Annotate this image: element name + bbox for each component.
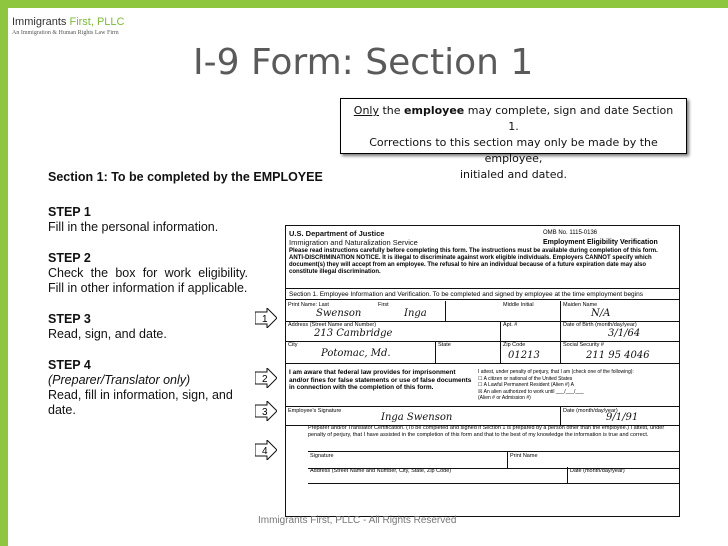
label-prep-name: Print Name <box>510 453 538 459</box>
cell-prep-date <box>568 467 679 483</box>
step-1-text: Fill in the personal information. <box>48 220 219 234</box>
arrow-4-label: 4 <box>262 446 268 457</box>
note-only: Only <box>353 104 379 117</box>
form-checks <box>478 369 676 402</box>
value-signature: Inga Swenson <box>381 412 453 423</box>
form-row-prep-address <box>308 467 679 484</box>
step-4 <box>48 358 248 418</box>
label-prep-sig: Signature <box>310 453 334 459</box>
cell-prep-address <box>308 467 568 483</box>
value-zip: 01213 <box>508 350 540 361</box>
i9-form-image <box>285 225 680 517</box>
omb-number: OMB No. 1115-0136 <box>543 230 598 236</box>
form-preparer: Preparer and/or Translator Certification. (To be completed and signed if Section 1 is prepared by a person other than the employee.) I attest, under penalty of perjury, that I have assisted in the completion of this form and that to the best of my knowledge the information is true and correct. <box>308 425 665 438</box>
step-2-label: STEP 2 <box>48 251 91 265</box>
label-maiden: Maiden Name <box>563 302 598 308</box>
label-emp-sig: Employee's Signature <box>288 408 342 414</box>
step-3-text: Read, sign, and date. <box>48 327 167 341</box>
value-maiden: N/A <box>591 308 611 319</box>
label-state: State <box>438 342 451 348</box>
footer-copyright: Immigrants First, PLLC - All Rights Reserved <box>258 515 457 526</box>
left-accent-bar <box>0 0 8 546</box>
note-the: the <box>379 104 405 117</box>
label-prep-address: Address (Street Name and Number, City, State, Zip Code) <box>310 468 452 474</box>
step-3-arrow-icon <box>255 401 277 421</box>
step-4-arrow-icon <box>255 440 277 460</box>
slide-title: I-9 Form: Section 1 <box>193 42 534 83</box>
step-1 <box>48 205 248 235</box>
cell-maiden <box>561 301 679 321</box>
check-resident-label: A Lawful Permanent Resident (Alien #) A <box>483 382 574 388</box>
check-intro: I attest, under penalty of perjury, that I am (check one of the following): <box>478 369 634 375</box>
check-citizen-label: A citizen or national of the United States <box>483 375 573 382</box>
step-1-arrow-icon <box>255 308 277 328</box>
label-first: First <box>378 302 389 308</box>
label-middle: Middle Initial <box>503 302 534 308</box>
step-4-text: Read, fill in information, sign, and date. <box>48 388 233 417</box>
form-instructions: Please read instructions carefully before completing this form. The instructions must be available during completion of this form. ANTI-DISCRIMINATION NOTICE. It is illegal to discriminate against work eligible individuals. Employers CANNOT specify which document(s) they will accept from an employee. The refusal to hire an individual because of a future expiration date may also constitute illegal discrimination. <box>289 248 658 275</box>
cell-first <box>376 301 501 321</box>
arrow-1-label: 1 <box>262 314 268 325</box>
check-alien-label: An alien authorized to work until ___/___/___ <box>483 388 584 395</box>
logo-tagline: An Immigration & Human Rights Law Firm <box>12 30 119 36</box>
label-date: Date (month/day/year) <box>563 408 618 414</box>
section-heading <box>48 170 323 184</box>
form-attestation: I am aware that federal law provides for imprisonment and/or fines for false statements or use of false documents in connection with the completion of this form. <box>289 369 472 391</box>
label-apt: Apt. # <box>503 322 518 328</box>
step-1-label: STEP 1 <box>48 205 91 219</box>
check-resident: ☐ A Lawful Permanent Resident (Alien #) A <box>478 382 574 388</box>
steps-list <box>48 205 248 434</box>
label-print-name: Print Name: Last <box>288 302 329 308</box>
cell-apt <box>501 321 561 341</box>
note-rest: may complete, sign and date Section 1. <box>464 104 674 133</box>
value-date: 9/1/91 <box>606 412 639 423</box>
step-2-text: Check the box for work eligibility. Fill in other information if applicable. <box>48 266 248 295</box>
label-city: City <box>288 342 298 348</box>
check-alien-number: (Alien # or Admission #) <box>478 395 531 401</box>
arrow-2-label: 2 <box>262 374 268 385</box>
logo-accent: First, PLLC <box>69 16 125 28</box>
value-dob: 3/1/64 <box>608 328 641 339</box>
label-dob: Date of Birth (month/day/year) <box>563 322 637 328</box>
check-alien: ☒ An alien authorized to work until ___/___/___ <box>478 388 584 395</box>
value-last: Swenson <box>316 308 362 319</box>
value-address: 213 Cambridge <box>314 328 393 339</box>
label-address: Address (Street Name and Number) <box>288 322 377 328</box>
note-line2: Corrections to this section may only be made by the employee, <box>369 136 658 165</box>
form-title: Employment Eligibility Verification <box>543 239 658 246</box>
step-2-arrow-icon <box>255 368 277 388</box>
form-agency: Immigration and Naturalization Service <box>289 238 418 247</box>
arrow-3-label: 3 <box>262 407 268 418</box>
step-3 <box>48 312 248 342</box>
form-row-name <box>286 301 679 322</box>
label-ssn: Social Security # <box>563 342 604 348</box>
note-line3: initialed and dated. <box>460 168 567 181</box>
cell-state <box>436 341 501 363</box>
form-row-city <box>286 341 679 364</box>
value-ssn: 211 95 4046 <box>586 350 650 361</box>
section-heading-bold: EMPLOYEE <box>253 170 323 184</box>
label-prep-date: Date (month/day/year) <box>570 468 625 474</box>
form-row-address <box>286 321 679 342</box>
step-4-label: STEP 4 <box>48 358 91 372</box>
cell-prep-sig <box>308 452 508 468</box>
form-header <box>289 229 418 247</box>
check-citizen: ☐ A citizen or national of the United States <box>478 375 573 382</box>
cell-middle <box>501 301 561 321</box>
form-dept: U.S. Department of Justice <box>289 229 385 238</box>
top-accent-bar <box>0 0 728 8</box>
logo-name: Immigrants <box>12 16 67 28</box>
section-heading-prefix: Section 1: To be completed by the <box>48 170 254 184</box>
form-section-bar: Section 1. Employee Information and Verification. To be completed and signed by employee at the time employment begins <box>286 288 679 300</box>
step-2 <box>48 251 248 296</box>
value-city: Potomac, Md. <box>321 348 391 359</box>
form-omb <box>543 229 673 248</box>
form-row-signature <box>286 406 679 426</box>
firm-logo <box>12 16 124 36</box>
cell-prep-name <box>508 452 679 468</box>
step-3-label: STEP 3 <box>48 312 91 326</box>
label-zip: Zip Code <box>503 342 526 348</box>
note-employee: employee <box>404 104 465 117</box>
step-4-sub: (Preparer/Translator only) <box>48 373 191 387</box>
value-first: Inga <box>404 308 427 319</box>
note-box <box>340 98 687 181</box>
